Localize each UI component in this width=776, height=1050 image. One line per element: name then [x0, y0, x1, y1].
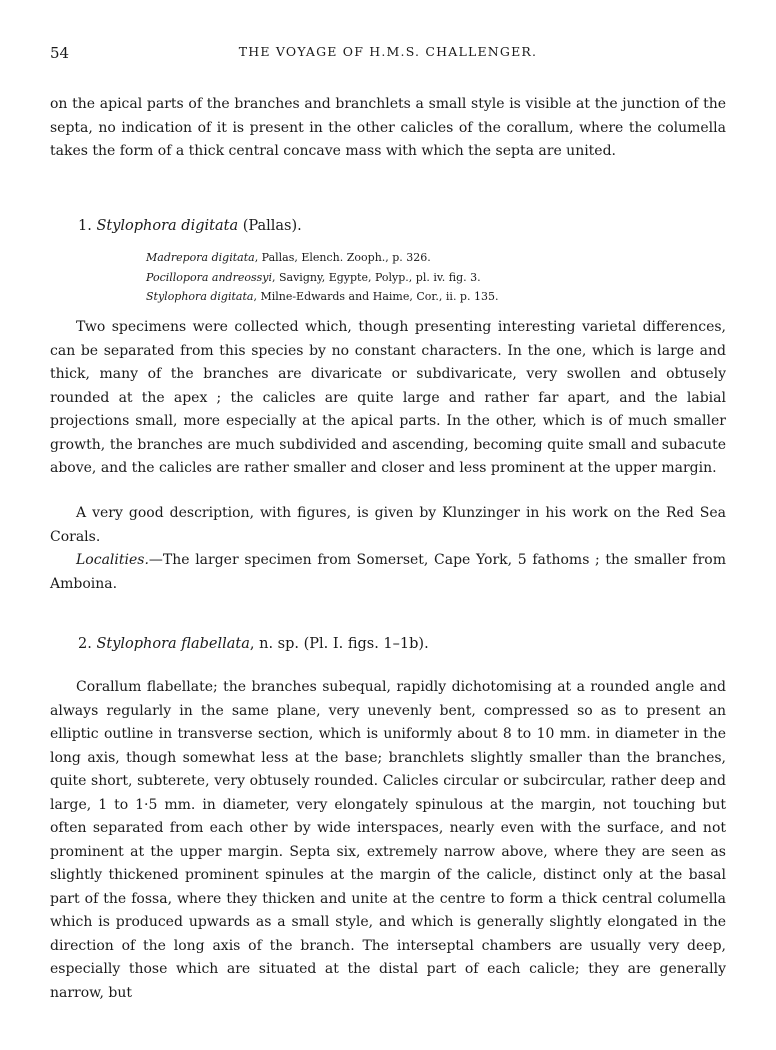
synonym-line [146, 268, 498, 288]
species-2-name: Stylophora flabellata [96, 636, 250, 652]
synonym-name: Madrepora digitata [146, 251, 255, 264]
synonym-name: Pocillopora andreossyi [146, 270, 272, 284]
synonym-line [146, 248, 498, 268]
species-1-name: Stylophora digitata [96, 218, 239, 234]
species-2-authority: , n. sp. (Pl. I. figs. 1–1b). [249, 636, 429, 652]
localities-label: Localities. [76, 552, 149, 568]
species-2-heading [78, 636, 429, 652]
species-2-description: Corallum flabellate; the branches subequal, rapidly dichotomising at a rounded angle and always regularly in the same plane, very unevenly bent, compressed so as to present an elliptic outline in transverse section, which is uniformly about 8 to 10 mm. in diameter in the long axis, though somewhat less at the base; branchlets slightly smaller than the branches, quite short, subterete, very obtusely rounded. Calicles circular or subcircular, rather deep and large, 1 to 1·5 mm. in diameter, very elongately spinulous at the margin, not touching but often separated from each other by wide interspaces, nearly even with the surface, and not prominent at the upper margin. Septa six, extremely narrow above, where they are seen as slightly thickened prominent spinules at the margin of the calicle, distinct only at the basal part of the fossa, where they thicken and unite at the centre to form a thick central columella which is produced upwards as a small style, and which is generally slightly elongated in the direction of the long axis of the branch. The interseptal chambers are usually very deep, especially those which are situated at the distal part of each calicle; they are generally narrow, but [50, 679, 726, 1001]
synonymy-list [146, 248, 498, 307]
species-1-number: 1. [78, 218, 92, 234]
species-1-authority: (Pallas). [242, 218, 302, 234]
synonym-line [146, 287, 498, 307]
species-1-references: A very good description, with figures, is given by Klunzinger in his work on the Red Sea Corals. [50, 505, 726, 545]
synonym-reference: , Savigny, Egypte, Polyp., pl. iv. fig. 3. [272, 270, 481, 284]
intro-paragraph: on the apical parts of the branches and branchlets a small style is visible at the junction of the septa, no indication of it is present in the other calicles of the corallum, where the columella takes the form of a thick central concave mass with which the septa are united. [50, 96, 726, 159]
synonym-reference: , Milne-Edwards and Haime, Cor., ii. p. 135. [253, 290, 499, 303]
page-number: 54 [50, 44, 70, 62]
running-title: THE VOYAGE OF H.M.S. CHALLENGER. [238, 44, 538, 59]
page-header [50, 44, 726, 72]
species-1-localities [50, 549, 726, 596]
species-2-number: 2. [78, 636, 92, 652]
synonym-name: Stylophora digitata [146, 290, 254, 303]
species-1-heading [78, 218, 302, 234]
synonym-reference: , Pallas, Elench. Zooph., p. 326. [254, 251, 431, 264]
species-1-description: Two specimens were collected which, though presenting interesting varietal differences, can be separated from this species by no constant characters. In the one, which is large and thick, many of the branches are divaricate or subdivaricate, very swollen and obtusely rounded at the apex ; the calicles are quite large and rather far apart, and the labial projections small, more especially at the apical parts. In the other, which is of much smaller growth, the branches are much subdivided and ascending, becoming quite small and subacute above, and the calicles are rather smaller and closer and less prominent at the upper margin. [50, 319, 726, 476]
localities-text: —The larger specimen from Somerset, Cape York, 5 fathoms ; the smaller from Amboina. [50, 552, 726, 592]
